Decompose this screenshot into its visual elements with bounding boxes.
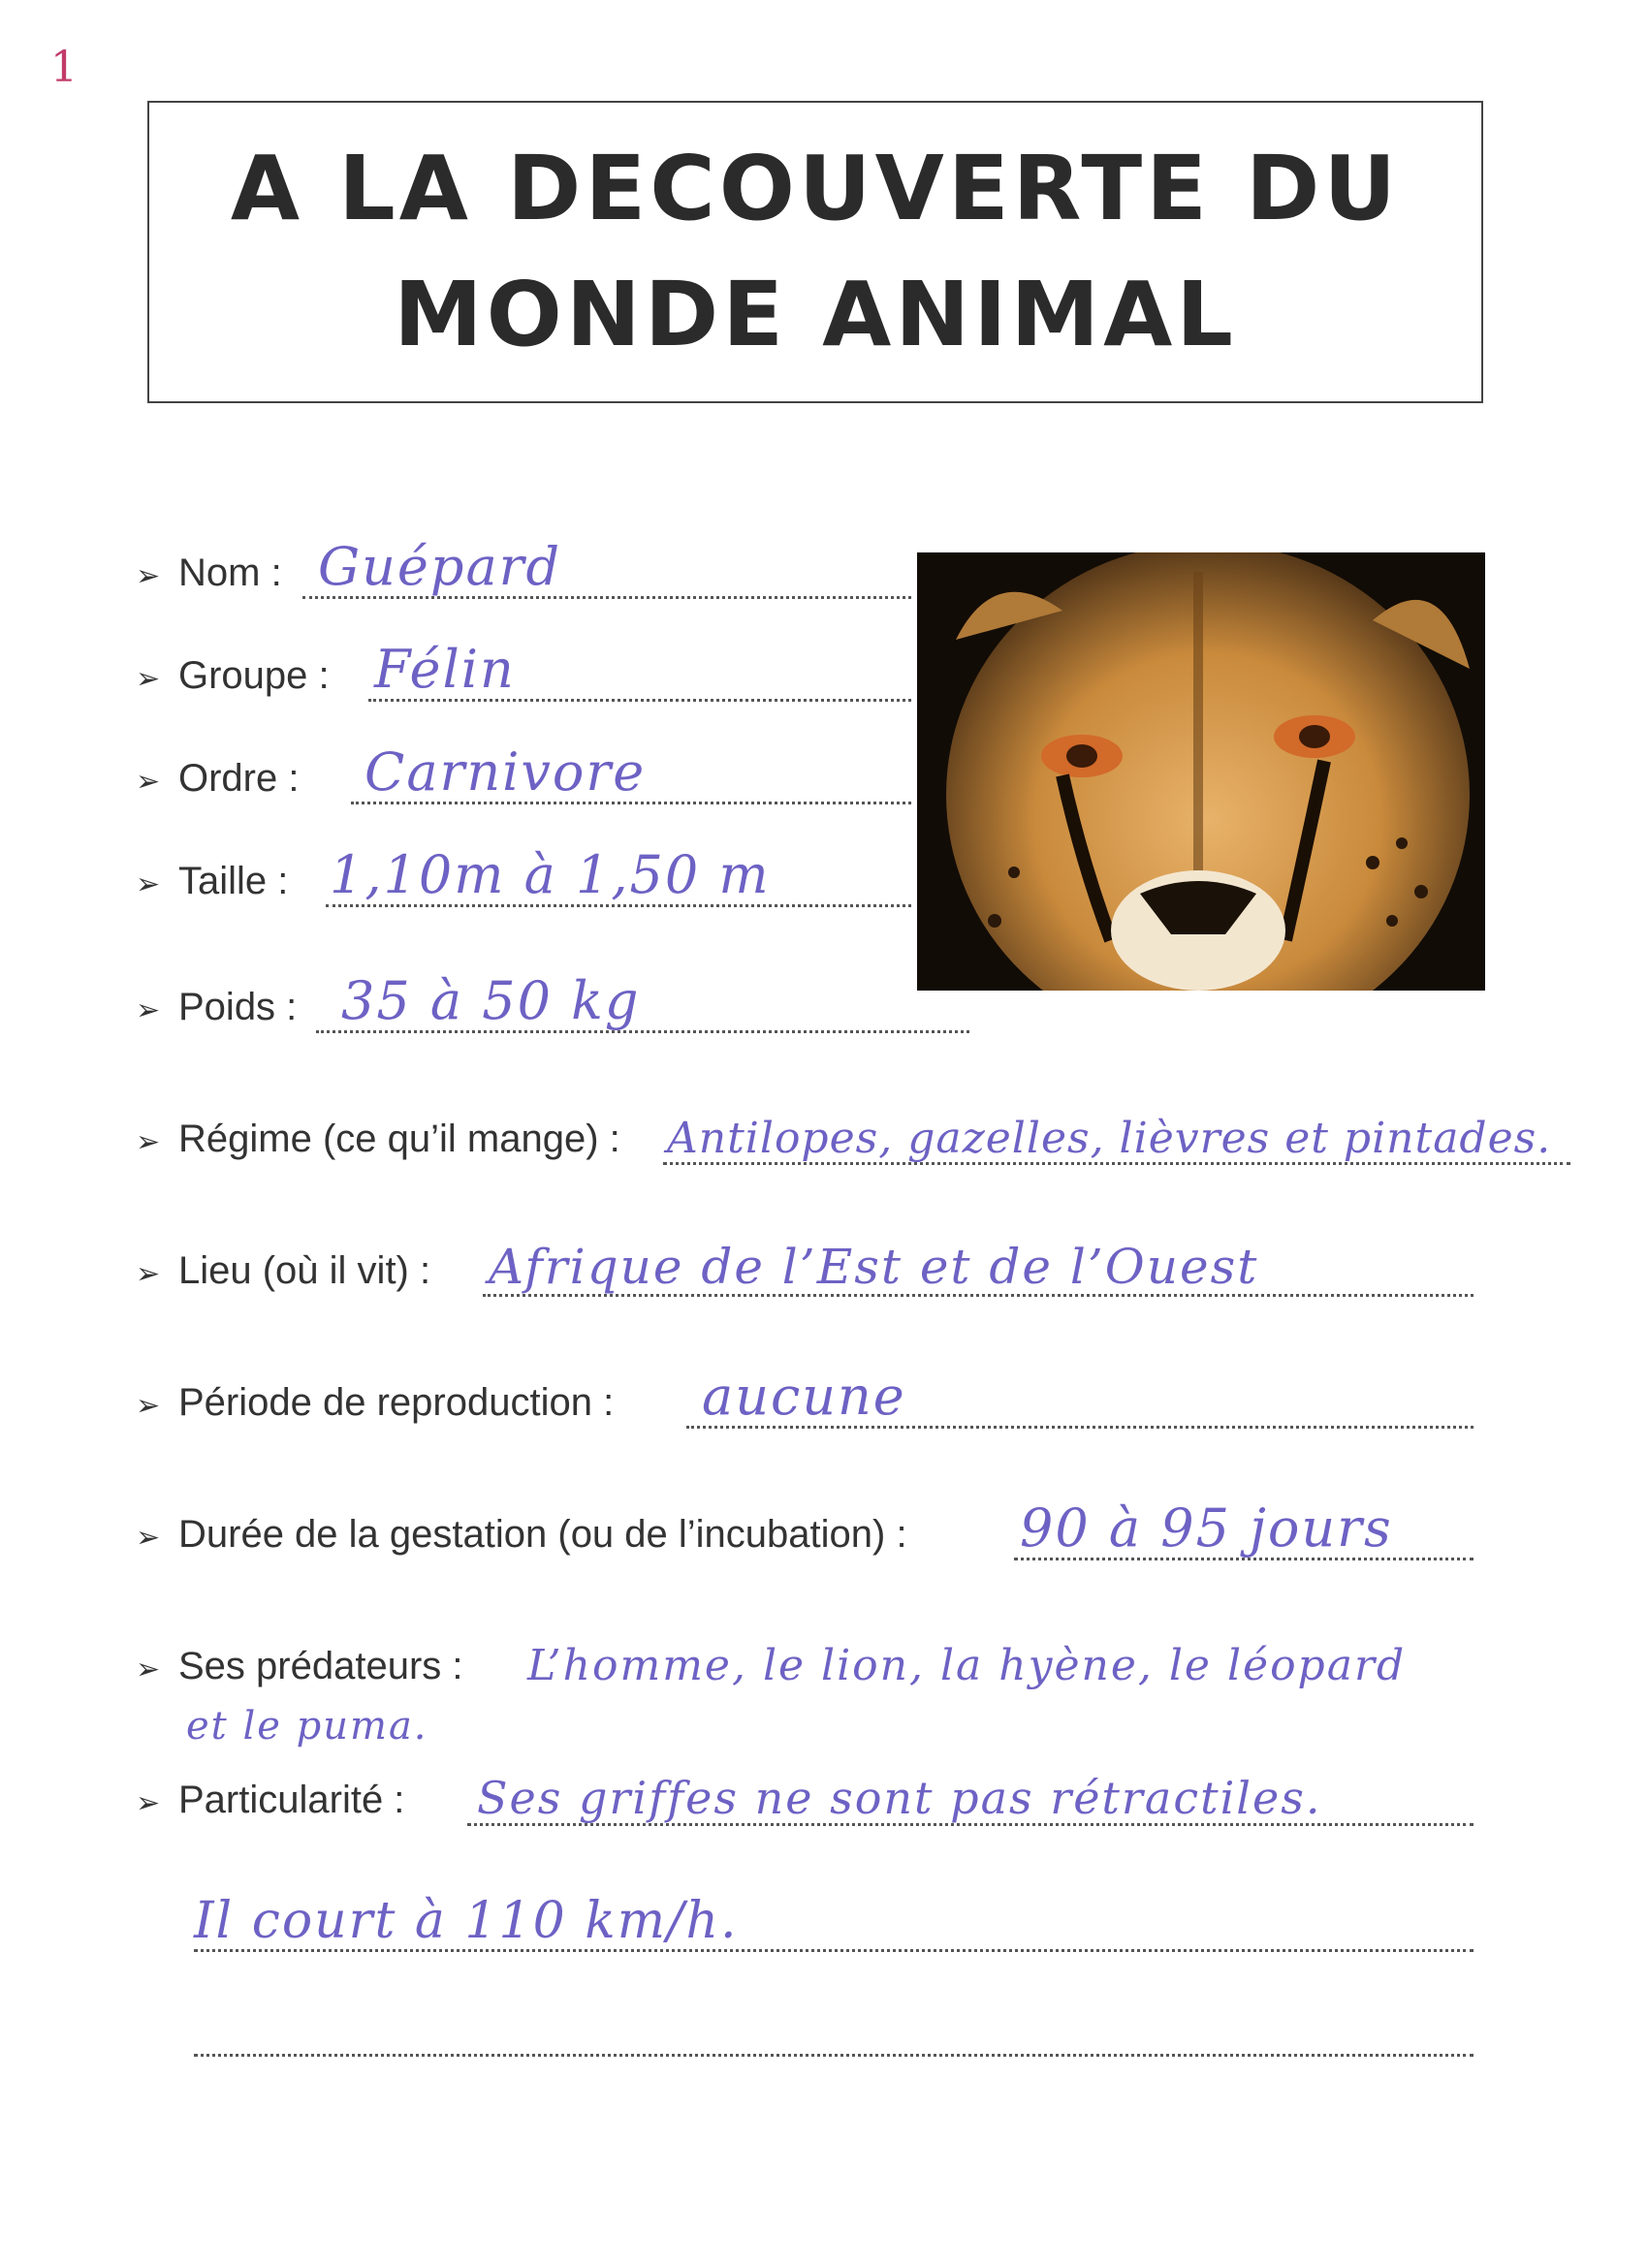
title-line-1: A LA DECOUVERTE DU	[230, 137, 1401, 240]
arrow-icon: ➢	[136, 765, 161, 799]
field-duree	[136, 1493, 1474, 1560]
handwritten-value: 90 à 95 jours	[1020, 1497, 1393, 1559]
arrow-icon: ➢	[136, 1521, 161, 1555]
handwritten-value: Antilopes, gazelles, lièvres et pintades.	[667, 1114, 1552, 1163]
handwritten-value: 1,10m à 1,50 m	[330, 844, 771, 905]
handwritten-value: Il court à 110 km/h.	[194, 1892, 739, 1950]
field-label: Durée de la gestation (ou de l’incubation) :	[178, 1513, 907, 1556]
field-label: Poids :	[178, 986, 298, 1028]
arrow-icon: ➢	[136, 662, 161, 696]
title-line-2: MONDE ANIMAL	[394, 263, 1237, 366]
arrow-icon: ➢	[136, 1786, 161, 1820]
field-groupe	[136, 634, 911, 702]
field-label: Ses prédateurs :	[178, 1645, 463, 1687]
field-label: Taille :	[178, 860, 289, 902]
field-label: Régime (ce qu’il mange) :	[178, 1118, 620, 1160]
cheetah-face-photo	[917, 552, 1485, 991]
arrow-icon: ➢	[136, 993, 161, 1027]
field-nom	[136, 531, 911, 599]
field-periode	[136, 1361, 1474, 1429]
field-predateurs-continued	[136, 1683, 717, 1750]
field-ordre	[136, 737, 911, 804]
blank-line	[194, 1989, 1474, 2057]
field-label: Particularité :	[178, 1779, 405, 1821]
field-lieu	[136, 1229, 1474, 1297]
arrow-icon: ➢	[136, 1257, 161, 1291]
handwritten-value: Carnivore	[364, 741, 647, 803]
handwritten-value: 35 à 50 kg	[341, 970, 641, 1031]
field-taille	[136, 839, 911, 907]
handwritten-value: Félin	[374, 639, 516, 700]
field-label: Nom :	[178, 551, 282, 594]
handwritten-value: aucune	[702, 1366, 906, 1427]
title-box	[147, 101, 1483, 403]
handwritten-value: et le puma.	[186, 1704, 428, 1748]
arrow-icon: ➢	[136, 559, 161, 593]
field-label: Lieu (où il vit) :	[178, 1249, 431, 1292]
handwritten-value: Ses griffes ne sont pas rétractiles.	[477, 1772, 1322, 1824]
field-label: Groupe :	[178, 654, 330, 697]
field-particularite	[136, 1758, 1474, 1826]
handwritten-value: Afrique de l’Est et de l’Ouest	[489, 1239, 1259, 1295]
page-number: 1	[50, 43, 78, 92]
field-regime	[136, 1097, 1570, 1165]
arrow-icon: ➢	[136, 1389, 161, 1423]
arrow-icon: ➢	[136, 1653, 161, 1686]
field-particularite-continued	[194, 1884, 1474, 1952]
arrow-icon: ➢	[136, 1125, 161, 1159]
handwritten-value: Guépard	[318, 536, 562, 597]
field-label: Ordre :	[178, 757, 300, 800]
field-poids	[136, 965, 969, 1033]
dotted-line	[194, 2054, 1474, 2057]
arrow-icon: ➢	[136, 867, 161, 901]
field-label: Période de reproduction :	[178, 1381, 615, 1424]
handwritten-value: L’homme, le lion, la hyène, le léopard	[527, 1641, 1407, 1690]
